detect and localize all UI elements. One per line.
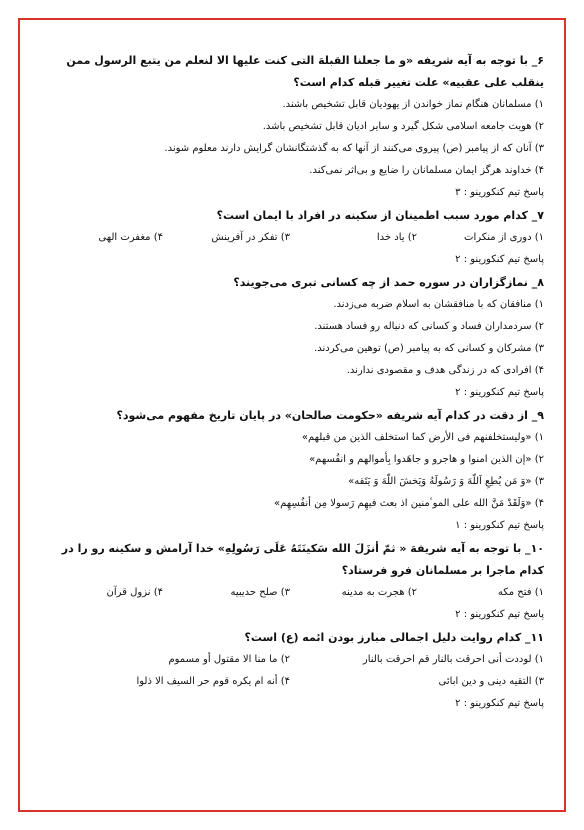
question-9-option-3: ۳) «وَ مَن یُطِعِ اَللّهَ وَ رَسُولَهُ وَیَخشَ اللّهَ وَ یَتَقه» xyxy=(348,476,544,487)
question-9-option-2: ۲) «إن الذین امنوا و هاجرو و جاهَدوا بِأموالهم و انفُسهم» xyxy=(309,454,544,465)
question-8-option-2: ۲) سردمداران فساد و کسانی که دنباله رو فساد هستند. xyxy=(314,321,544,332)
question-10-title: ۱۰_ با توجه به آیه شریفهَ « ثمّ أنزَلَ الله سَکینَتَهُ عَلَی رَسُولِهِ» خدا آرامش و سکینه رو را در کدام ماجرا بر مسلمانان فرو فرستاد؟ xyxy=(61,542,544,577)
question-9-answer: پاسخ تیم کنکورینو : ۱ xyxy=(455,520,544,531)
question-6-option-3: ۳) آنان که از پیامبر (ص) پیروی می‌کنند از آنها که به گذشتگانشان گرایش دارند معلوم شوند. xyxy=(164,143,544,154)
question-6-answer: پاسخ تیم کنکورینو : ۳ xyxy=(455,187,544,198)
question-6 xyxy=(36,50,544,204)
question-7-answer: پاسخ تیم کنکورینو : ۲ xyxy=(455,254,544,265)
question-7 xyxy=(36,205,544,271)
question-9 xyxy=(36,405,544,537)
question-7-title: ۷_ کدام مورد سبب اطمینان از سکینه در افراد با ایمان است؟ xyxy=(216,209,544,222)
question-11-options-row-1 xyxy=(36,649,544,671)
question-6-title: ۶_ با توجه به آیه شریفه «و ما جعلنا القبلهَ التی کنت علیها الا لنعلم من یتبع الرسول ممن ینقلب علی عقبیه» علت تغییر قبله کدام است؟ xyxy=(66,54,544,89)
question-10-option-2: ۲) هجرت به مدینه xyxy=(341,587,417,598)
question-6-option-1: ۱) مسلمانان هنگام نماز خواندن از یهودیان قابل تشخیص باشند. xyxy=(282,99,544,110)
question-8-option-3: ۳) مشرکان و کسانی که به پیامبر (ص) توهین می‌کردند. xyxy=(314,343,544,354)
question-9-option-1: ۱) «ولیستخلفنهم فی الأرض کما استخلف الذین من قبلهم» xyxy=(301,432,544,443)
question-9-option-4: ۴) «وَلَقَدْ مَنَّ الله علی الموٴمنین اذ بعث فیهِم رَسولا مِن أنفُسِهِم» xyxy=(273,498,544,509)
question-11-options-row-2 xyxy=(36,671,544,693)
question-10-option-4: ۴) نزول قرآن xyxy=(106,587,163,598)
question-7-options xyxy=(36,227,544,249)
question-11-option-4: ۴) أنه ام یکره قوم حر السیف الا ذلوا xyxy=(136,676,290,687)
question-11-option-2: ۲) ما منا الا مقتول أو مسموم xyxy=(168,654,290,665)
question-8-answer: پاسخ تیم کنکورینو : ۲ xyxy=(455,387,544,398)
question-7-option-3: ۳) تفکر در آفرینش xyxy=(211,232,290,243)
question-8-title: ۸_ نمازگزاران در سوره حمد از چه کسانی تبری می‌جویند؟ xyxy=(233,276,544,289)
question-10-options xyxy=(36,582,544,604)
question-11 xyxy=(36,627,544,715)
question-10-option-1: ۱) فتح مکه xyxy=(497,587,544,598)
question-11-title: ۱۱_ کدام روایت دلیل اجمالی مبارز بودن ائمه (ع) است؟ xyxy=(244,631,544,644)
question-6-option-2: ۲) هویت جامعه اسلامی شکل گیرد و سایر ادیان قابل تشخیص باشد. xyxy=(262,121,544,132)
question-6-option-4: ۴) خداوند هرگز ایمان مسلمانان را ضایع و بی‌اثر نمی‌کند. xyxy=(309,165,544,176)
question-9-title: ۹_ از دقت در کدام آیه شریفه «حکومت صالحان» در پایان تاریخ مفهوم می‌شود؟ xyxy=(116,409,544,422)
question-list xyxy=(36,50,544,716)
question-8-option-4: ۴) افرادی که در زندگی هدف و مقصودی ندارند. xyxy=(346,365,544,376)
question-11-answer: پاسخ تیم کنکورینو : ۲ xyxy=(455,698,544,709)
question-8-option-1: ۱) منافقان که با منافقشان به اسلام ضربه می‌زدند. xyxy=(333,299,544,310)
question-8 xyxy=(36,272,544,404)
question-7-option-2: ۲) یاد خدا xyxy=(376,232,417,243)
question-11-option-3: ۳) التقیه دینی و دین ابائی xyxy=(438,676,544,687)
question-7-option-1: ۱) دوری از منکرات xyxy=(464,232,544,243)
question-10-answer: پاسخ تیم کنکورینو : ۲ xyxy=(455,609,544,620)
question-10 xyxy=(36,538,544,626)
question-7-option-4: ۴) مغفرت الهی xyxy=(98,232,163,243)
question-10-option-3: ۳) صلح حدیبیه xyxy=(230,587,290,598)
question-11-option-1: ۱) لوددت أنی احرقت بالنار قم احرقت بالنار xyxy=(362,654,544,665)
